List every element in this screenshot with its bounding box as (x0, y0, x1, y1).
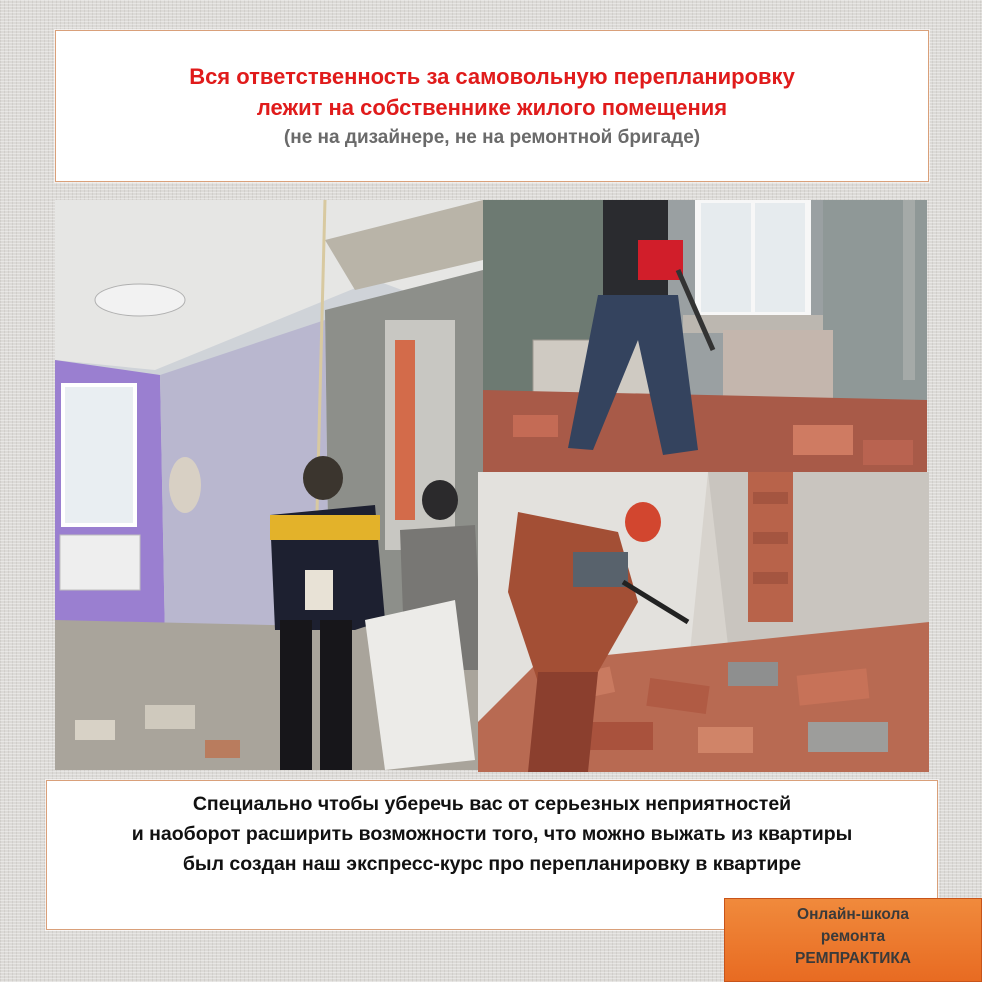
photo-room-demolition (55, 200, 483, 770)
photo-window-demolition (483, 200, 927, 472)
subheadline: (не на дизайнере, не на ремонтной бригаде) (283, 127, 701, 148)
badge-line-1: Онлайн-школа (797, 906, 909, 923)
header-box (55, 30, 929, 182)
headline-line-1: Вся ответственность за самовольную перепланировку (189, 64, 795, 89)
footer-line-1: Специально чтобы уберечь вас от серьезных неприятностей (192, 793, 792, 815)
school-badge (724, 898, 982, 982)
badge-line-2: ремонта (820, 928, 886, 945)
footer-line-3: был создан наш экспресс-курс про перепланировку в квартире (182, 853, 802, 875)
footer-line-2: и наоборот расширить возможности того, что можно выжать из квартиры (131, 823, 853, 845)
headline-line-2: лежит на собственнике жилого помещения (256, 95, 728, 120)
badge-brand: РЕМПРАКТИКА (794, 950, 911, 967)
photo-brick-wall-demolition (478, 472, 929, 772)
